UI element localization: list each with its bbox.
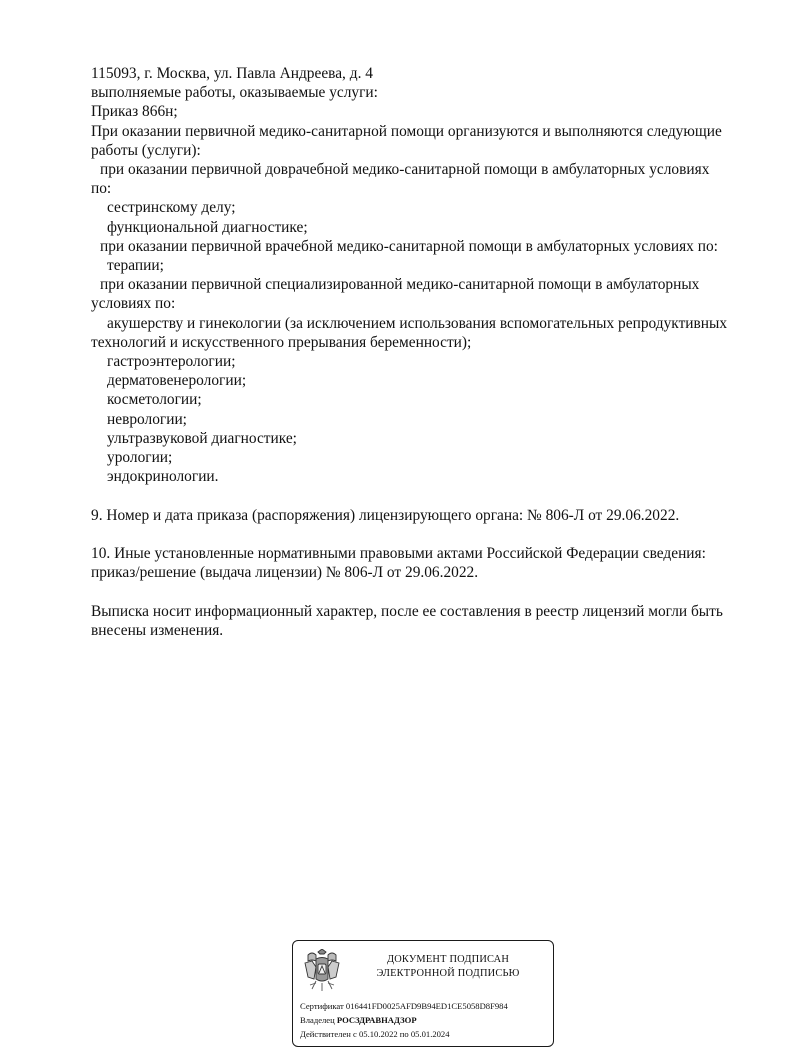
spacer [91, 582, 771, 601]
stamp-details [300, 999, 508, 1041]
owner-label: Владелец [300, 1015, 335, 1025]
owner-value: РОСЗДРАВНАДЗОР [336, 1015, 417, 1025]
item-10-line: приказ/решение (выдача лицензии) № 806-Л от 29.06.2022. [91, 564, 479, 582]
text-line: при оказании первичной специализированной медико-санитарной помощи в амбулаторных [100, 276, 700, 294]
list-item: неврологии; [107, 410, 187, 428]
list-item: терапии; [107, 257, 164, 275]
text-line: технологий и искусственного прерывания беременности); [91, 333, 472, 351]
list-item: сестринскому делу; [107, 199, 236, 217]
certificate-value: 016441FD0025AFD9B94ED1CE5058D8F984 [345, 1001, 508, 1011]
spacer [91, 486, 771, 505]
list-item: ультразвуковой диагностике; [107, 429, 297, 447]
stamp-title-line: ЭЛЕКТРОННОЙ ПОДПИСЬЮ [376, 967, 520, 979]
list-item: дерматовенерологии; [107, 372, 247, 390]
notice-line: Выписка носит информационный характер, после ее составления в реестр лицензий могли быть [91, 602, 723, 620]
text-line: при оказании первичной врачебной медико-санитарной помощи в амбулаторных условиях по: [100, 237, 718, 255]
stamp-title-line: ДОКУМЕНТ ПОДПИСАН [386, 954, 510, 965]
text-line: выполняемые работы, оказываемые услуги: [91, 84, 378, 102]
text-line: При оказании первичной медико-санитарной помощи организуются и выполняются следующие [91, 122, 722, 140]
text-line: по: [91, 180, 112, 198]
certificate-label: Сертификат [300, 1001, 344, 1011]
item-9: 9. Номер и дата приказа (распоряжения) лицензирующего органа: № 806-Л от 29.06.2022. [91, 506, 680, 524]
list-item: косметологии; [107, 391, 202, 409]
list-item: функциональной диагностике; [107, 218, 308, 236]
document-body [91, 64, 771, 640]
spacer [91, 525, 771, 544]
list-item: эндокринологии. [107, 468, 219, 486]
list-item: гастроэнтерологии; [107, 353, 236, 371]
item-10-line: 10. Иные установленные нормативными правовыми актами Российской Федерации сведения: [91, 545, 706, 563]
text-line: условиях по: [91, 295, 176, 313]
address-line: 115093, г. Москва, ул. Павла Андреева, д. 4 [91, 65, 373, 82]
electronic-signature-stamp [292, 940, 554, 1047]
certificate-row [300, 999, 508, 1013]
stamp-title [353, 953, 543, 980]
coat-of-arms-icon [302, 949, 342, 993]
text-line: Приказ 866н; [91, 103, 178, 121]
list-item: акушерству и гинекологии (за исключением использования вспомогательных репродуктивных [107, 314, 728, 332]
list-item: урологии; [107, 449, 173, 467]
validity-row: Действителен с 05.10.2022 по 05.01.2024 [300, 1029, 450, 1039]
text-line: при оказании первичной доврачебной медико-санитарной помощи в амбулаторных условиях [100, 161, 710, 179]
owner-row [300, 1013, 508, 1027]
notice-line: внесены изменения. [91, 621, 224, 639]
text-line: работы (услуги): [91, 141, 201, 159]
